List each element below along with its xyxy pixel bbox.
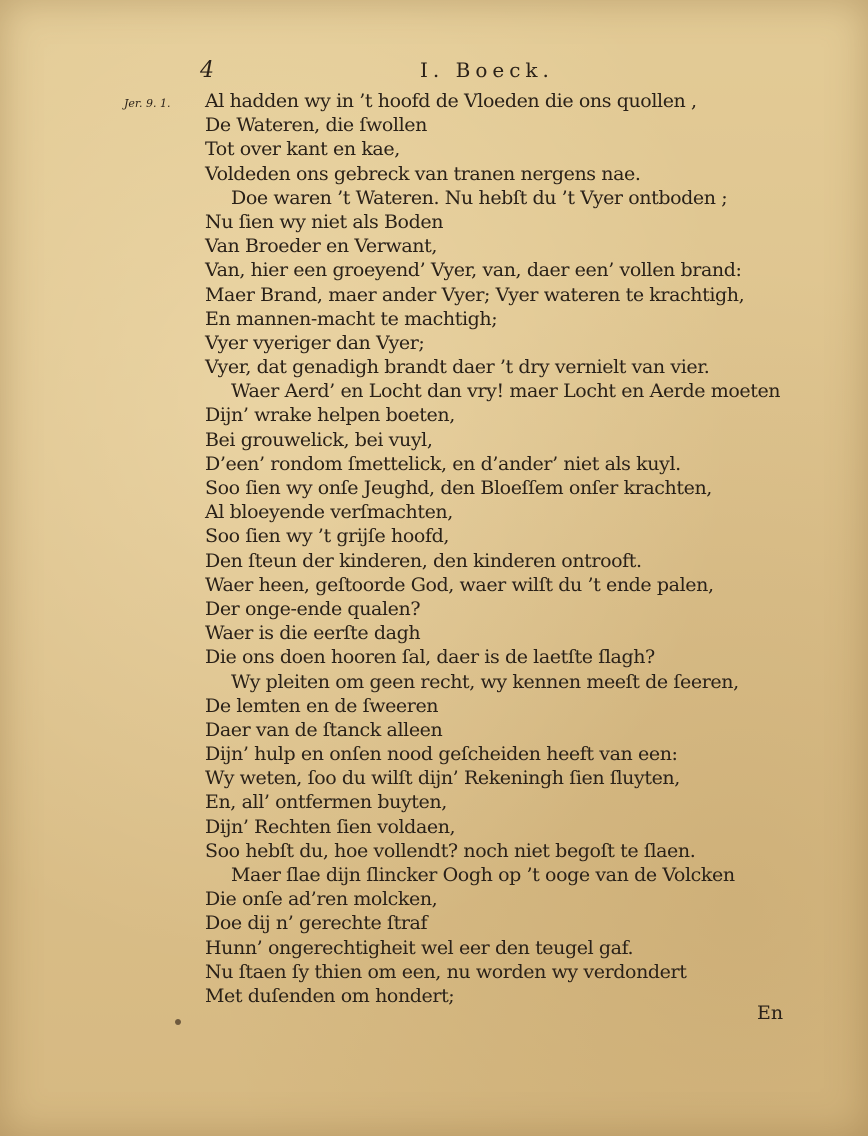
verse-text (205, 89, 805, 1008)
verse-line: Van Broeder en Verwant, (205, 235, 437, 258)
verse-line: De lemten en de ſweeren (205, 694, 439, 717)
verse-line: Waer heen, geſtoorde God, waer wilſt du ’t ende palen, (205, 573, 714, 596)
verse-line: Wy weten, ſoo du wilſt dijn’ Rekeningh ſien ſluyten, (205, 767, 680, 790)
verse-line: Hunn’ ongerechtigheit wel eer den teugel gaf. (205, 936, 634, 959)
verse-line: Met duſenden om hondert; (205, 984, 455, 1007)
verse-line: Maer ſlae dijn ſlincker Oogh op ’t ooge van de Volcken (231, 864, 735, 886)
page-number: 4 (200, 58, 214, 83)
verse-line: Al bloeyende verſmachten, (205, 501, 453, 524)
verse-line: Al hadden wy in ’t hoofd de Vloeden die ons quollen , (205, 90, 697, 112)
verse-line: En mannen-macht te machtigh; (205, 307, 498, 330)
verse-line: Van, hier een groeyend’ Vyer, van, daer een’ vollen brand: (205, 259, 742, 282)
running-head: I. Boeck. (420, 58, 554, 82)
catchword: En (757, 1002, 784, 1024)
verse-line: Den ſteun der kinderen, den kinderen ontrooft. (205, 549, 642, 572)
verse-line: Vyer, dat genadigh brandt daer ’t dry vernielt van vier. (205, 356, 710, 379)
verse-line: Bei grouwelick, bei vuyl, (205, 428, 433, 451)
verse-line: Soo hebſt du, hoe vollendt? noch niet begoſt te ſlaen. (205, 839, 696, 862)
verse-line: Soo ſien wy ’t grijſe hoofd, (205, 525, 449, 548)
verse-line: Waer is die eerſte dagh (205, 622, 421, 645)
verse-line: Vyer vyeriger dan Vyer; (205, 331, 425, 354)
verse-line: Nu ſien wy niet als Boden (205, 210, 444, 233)
verse-line: Dijn’ Rechten ſien voldaen, (205, 815, 456, 838)
ink-spot (175, 1019, 181, 1025)
verse-line: D’een’ rondom ſmettelick, en d’ander’ niet als kuyl. (205, 452, 681, 475)
verse-line: Die onſe ad’ren molcken, (205, 888, 438, 911)
verse-line: Waer Aerd’ en Locht dan vry! maer Locht en Aerde moeten (231, 380, 781, 403)
verse-line: Die ons doen hooren ſal, daer is de laetſte ſlagh? (205, 646, 655, 669)
verse-line: De Wateren, die ſwollen (205, 114, 427, 137)
verse-line: Dijn’ hulp en onſen nood geſcheiden heeft van een: (205, 743, 678, 766)
verse-line: Maer Brand, maer ander Vyer; Vyer wateren te krachtigh, (205, 283, 745, 306)
verse-line: Nu ſtaen ſy thien om een, nu worden wy verdondert (205, 960, 687, 983)
verse-line: En, all’ ontfermen buyten, (205, 791, 447, 814)
verse-line: Soo ſien wy onſe Jeughd, den Bloeſſem onſer krachten, (205, 477, 712, 499)
verse-line: Voldeden ons gebreck van tranen nergens nae. (205, 162, 641, 185)
verse-line: Doe dij n’ gerechte ſtraf (205, 912, 428, 935)
verse-line: Wy pleiten om geen recht, wy kennen meeſt de ſeeren, (231, 670, 739, 693)
margin-note: Jer. 9. 1. (124, 97, 171, 110)
verse-line: Tot over kant en kae, (205, 138, 400, 161)
verse-line: Der onge-ende qualen? (205, 597, 421, 620)
verse-line: Dijn’ wrake helpen boeten, (205, 404, 455, 427)
verse-line: Doe waren ’t Wateren. Nu hebſt du ’t Vyer ontboden ; (231, 186, 728, 209)
verse-line: Daer van de ſtanck alleen (205, 718, 443, 741)
